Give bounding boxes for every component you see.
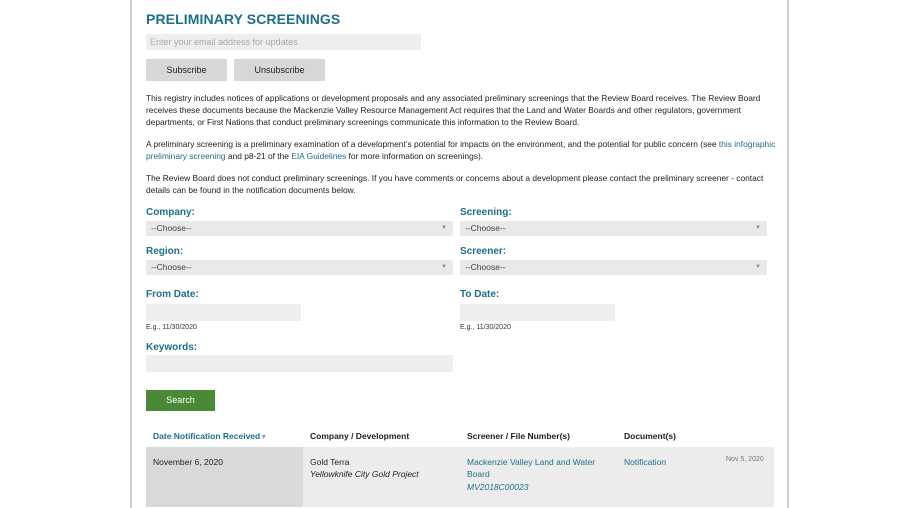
from-date-hint: E.g., 11/30/2020 — [146, 324, 197, 331]
to-date-hint: E.g., 11/30/2020 — [460, 324, 511, 331]
table-row — [146, 447, 774, 507]
infographic-link[interactable]: this infographic preliminary screening — [146, 139, 776, 161]
keywords-input[interactable] — [146, 355, 453, 372]
keywords-label: Keywords: — [146, 342, 198, 353]
intro-paragraph-registry: This registry includes notices of applications or development proposals and any associated preliminary screenings that the Review Board receives. The Review Board receives these documents because the Mackenzie Valley Resource Management Act requires that the Land and Water Boards and other regulators, government departments, or First Nations that conduct preliminary screenings communicate this information to the Review Board. — [146, 93, 761, 127]
row-document — [624, 456, 666, 468]
to-date-input[interactable] — [460, 304, 615, 321]
from-date-input[interactable] — [146, 304, 301, 321]
screening-select-value: --Choose-- — [465, 223, 506, 233]
row-date: November 6, 2020 — [153, 457, 223, 467]
row-document-date: Nov 5, 2020 — [726, 456, 764, 463]
search-button[interactable]: Search — [146, 390, 215, 411]
chevron-down-icon: ▼ — [441, 264, 447, 270]
file-number-link[interactable]: MV2018C00023 — [467, 482, 529, 492]
chevron-down-icon: ▼ — [755, 225, 761, 231]
email-updates-input[interactable] — [146, 34, 421, 50]
column-header-documents: Document(s) — [624, 431, 676, 441]
unsubscribe-button[interactable]: Unsubscribe — [234, 59, 325, 81]
row-development: Yellowknife City Gold Project — [310, 469, 419, 479]
region-select-value: --Choose-- — [151, 262, 192, 272]
notification-document-link[interactable]: Notification — [624, 457, 667, 467]
page-title: PRELIMINARY SCREENINGS — [146, 11, 341, 27]
region-label: Region: — [146, 246, 184, 257]
screener-select[interactable] — [460, 260, 767, 275]
row-file-number — [467, 481, 528, 493]
chevron-down-icon: ▼ — [755, 264, 761, 270]
screener-label: Screener: — [460, 246, 507, 257]
row-company: Gold Terra — [310, 457, 350, 467]
company-label: Company: — [146, 207, 195, 218]
column-header-screener: Screener / File Number(s) — [467, 431, 570, 441]
screener-select-value: --Choose-- — [465, 262, 506, 272]
sort-desc-icon: ▼ — [260, 434, 268, 441]
screening-label: Screening: — [460, 207, 512, 218]
screener-link[interactable]: Mackenzie Valley Land and Water Board — [467, 457, 596, 479]
intro-text-mid: and p8-21 of the — [225, 151, 292, 161]
company-select-value: --Choose-- — [151, 223, 192, 233]
region-select[interactable] — [146, 260, 453, 275]
column-header-date-label: Date Notification Received — [153, 431, 261, 441]
chevron-down-icon: ▼ — [441, 225, 447, 231]
to-date-label: To Date: — [460, 289, 500, 300]
eia-guidelines-link[interactable]: EIA Guidelines — [291, 151, 347, 161]
company-select[interactable] — [146, 221, 453, 236]
intro-paragraph-screening — [146, 138, 776, 162]
screening-select[interactable] — [460, 221, 767, 236]
intro-text-end: for more information on screenings). — [346, 151, 484, 161]
intro-text-start: A preliminary screening is a preliminary examination of a development’s potential for impacts on the environment, and the potential for public concern (see — [146, 139, 719, 149]
subscribe-button[interactable]: Subscribe — [146, 59, 227, 81]
column-header-company: Company / Development — [310, 431, 410, 441]
from-date-label: From Date: — [146, 289, 199, 300]
column-header-date[interactable] — [153, 431, 267, 441]
row-screener — [467, 456, 612, 480]
intro-paragraph-contact: The Review Board does not conduct preliminary screenings. If you have comments or concerns about a development please contact the preliminary screener - contact details can be found in the notification documents below. — [146, 173, 764, 195]
